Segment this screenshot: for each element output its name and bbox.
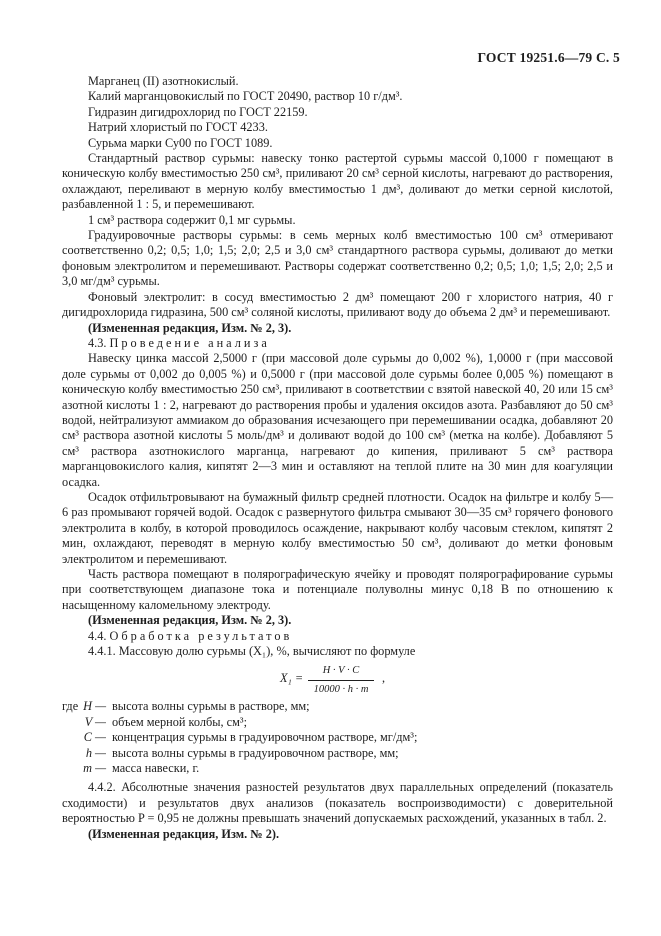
legend-text: концентрация сурьмы в градуировочном растворе, мг/дм³; — [112, 730, 418, 745]
legend-row — [62, 761, 613, 776]
legend-row — [62, 715, 613, 730]
revision-note: (Измененная редакция, Изм. № 2). — [88, 826, 280, 841]
paragraph-4-4-1: 4.4.1. Массовую долю сурьмы (X₁), %, вычисляют по формуле — [88, 644, 416, 659]
section-title: Проведение анализа — [109, 335, 270, 350]
legend-symbol: H — — [83, 699, 106, 714]
reagent-line: Марганец (II) азотнокислый. — [88, 74, 239, 88]
formula-legend — [62, 699, 613, 776]
revision-note: (Измененная редакция, Изм. № 2, 3). — [88, 320, 292, 335]
revision-note: (Измененная редакция, Изм. № 2, 3). — [88, 613, 292, 628]
paragraph-filter: Осадок отфильтровывают на бумажный фильтр средней плотности. Осадок на фильтре и колбу 5—6 раз промывают горячей водой. Осадок с развернутого фильтра смывают 30—35 см³ горячего фонового электролита в колбу, в которой проводилось осаждение, накрывают колбу часовым стеклом, кипятят 2 мин, охлаждают, переводят в мерную колбу вместимостью 50 см³, доливают до метки фоновым электролитом и перемешивают. — [62, 489, 613, 566]
section-heading-4-3 — [62, 336, 613, 351]
legend-text: высота волны сурьмы в растворе, мм; — [112, 699, 310, 714]
page-header: ГОСТ 19251.6—79 С. 5 — [477, 50, 620, 65]
paragraph-4-4-2: 4.4.2. Абсолютные значения разностей результатов двух параллельных определений (показатель сходимости) и результатов двух анализов (показатель воспроизводимости) с доверительной вероятностью P = 0,95 не должны превышать значений допускаемых расхождений, указанных в табл. 2. — [62, 780, 613, 826]
legend-symbol: C — — [83, 730, 106, 745]
paragraph-sample: Навеску цинка массой 2,5000 г (при массовой доле сурьмы до 0,002 %), 1,0000 г (при массовой доле сурьмы от 0,002 до 0,005 %) и 0,5000 г (при массовой доле сурьмы более 0,005 %) помещают в коническую колбу вместимостью 250 см³, приливают в соответствии с взятой навеской 40, 20 или 15 см³ азотной кислоты 1 : 2, нагревают до растворения пробы и удаления оксидов азота. Разбавляют до 50 см³ водой, нейтрализуют аммиаком до образования исчезающего при перемешивании осадка, добавляют 20 см³ раствора азотной кислоты 5 моль/дм³ и доливают водой до 100 см³ (метка на колбе). Добавляют 5 см³ раствора азотнокислого марганца, нагревают до кипения, приливают 5 см³ раствора марганцовокислого калия, кипятят 2—3 мин и оставляют на теплой плите на 30 мин для коагуляции осадка. — [62, 351, 613, 489]
legend-symbol: m — — [83, 761, 106, 776]
formula-lhs: X₁ = — [280, 671, 304, 686]
paragraph-concentration: 1 см³ раствора содержит 0,1 мг сурьмы. — [88, 212, 296, 227]
legend-text: объем мерной колбы, см³; — [112, 714, 248, 729]
paragraph-calibration: Градуировочные растворы сурьмы: в семь мерных колб вместимостью 100 см³ отмеривают соответственно 0,2; 0,5; 1,0; 1,5; 2,0; 2,5 и 3,0 см³ стандартного раствора сурьмы, доливают до метки фоновым электролитом и перемешивают. Растворы содержат соответственно 0,2; 0,5; 1,0; 1,5; 2,0; 2,5 и 3,0 мг/дм³ сурьмы. — [62, 228, 613, 289]
legend-text: высота волны сурьмы в градуировочном растворе, мм; — [112, 745, 399, 760]
section-title: Обработка результатов — [109, 628, 293, 643]
formula-denominator: 10000 · h · m — [313, 683, 369, 695]
legend-row — [62, 730, 613, 745]
page-body — [62, 74, 613, 842]
section-heading-4-4 — [62, 629, 613, 644]
section-number: 4.4. — [88, 628, 107, 643]
formula-numerator: H · V · C — [308, 663, 374, 680]
reagent-line: Натрий хлористый по ГОСТ 4233. — [88, 120, 268, 135]
formula-fraction — [308, 663, 374, 697]
paragraph-polarography: Часть раствора помещают в полярографическую ячейку и проводят полярографирование сурьмы при соответствующем диапазоне тока и потенциале полуволны минус 0,18 В по отношению к насыщенному каломельному электроду. — [62, 567, 613, 612]
paragraph-standard-solution: Стандартный раствор сурьмы: навеску тонко растертой сурьмы массой 0,1000 г помещают в коническую колбу вместимостью 250 см³, приливают 20 см³ серной кислоты, нагревают до растворения, охлаждают, переливают в мерную колбу вместимостью 1 дм³, доливают до метки серной кислотой, разбавленной 1 : 5, и перемешивают. — [62, 151, 613, 212]
legend-text: масса навески, г. — [112, 761, 200, 776]
formula — [62, 663, 613, 693]
legend-row — [62, 746, 613, 761]
section-number: 4.3. — [88, 335, 107, 350]
legend-row: где H — высота волны сурьмы в растворе, мм; — [62, 699, 310, 714]
legend-symbol: V — — [84, 714, 106, 729]
reagent-line: Калий марганцовокислый по ГОСТ 20490, раствор 10 г/дм³. — [88, 89, 403, 104]
reagent-line: Гидразин дигидрохлорид по ГОСТ 22159. — [88, 104, 308, 119]
legend-symbol: h — — [85, 745, 106, 760]
paragraph-background-electrolyte: Фоновый электролит: в сосуд вместимостью 2 дм³ помещают 200 г хлористого натрия, 40 г дигидрохлорида гидразина, 500 см³ соляной кислоты, приливают воду до объема 2 дм³ и перемешивают. — [62, 289, 613, 320]
reagent-line: Сурьма марки Су00 по ГОСТ 1089. — [88, 135, 273, 150]
formula-end: , — [382, 671, 386, 686]
